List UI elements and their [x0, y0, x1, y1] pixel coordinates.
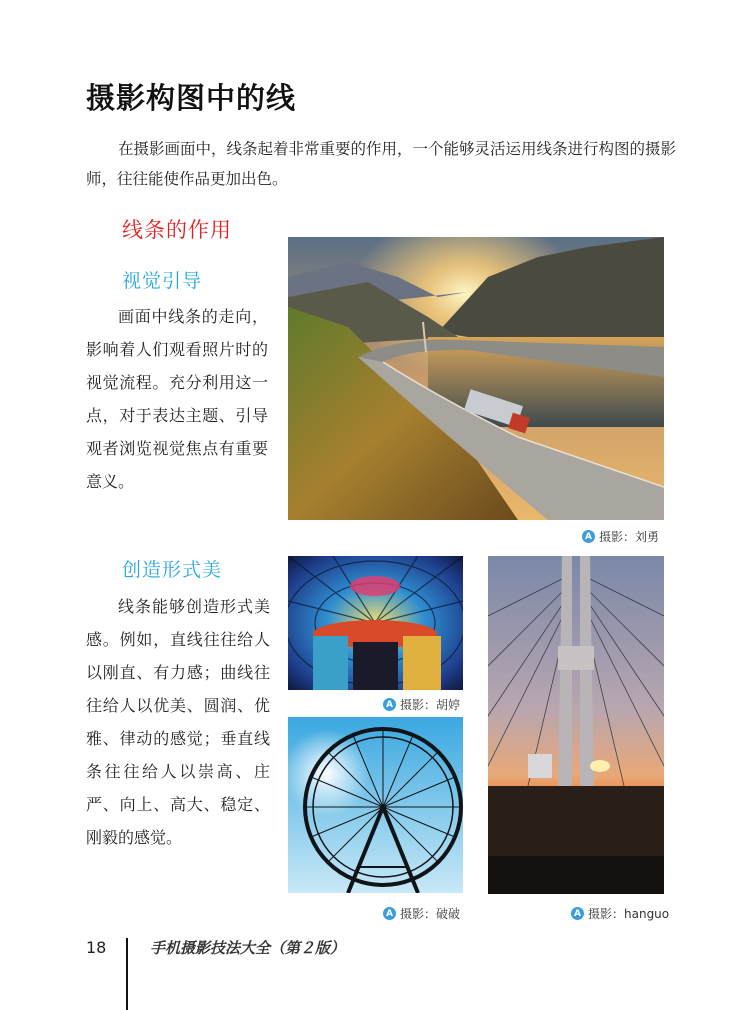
credit-wheel: [383, 905, 460, 922]
glass-dome-photo: [288, 556, 463, 690]
credit-highway: [582, 528, 659, 545]
credit-bridge: [571, 905, 669, 922]
highway-sunset-photo: [288, 237, 664, 520]
subheading-visual-guide: 视觉引导: [122, 270, 203, 292]
intro-paragraph: 在摄影画面中，线条起着非常重要的作用，一个能够灵活运用线条进行构图的摄影师，往往能使作品更加出色。: [86, 140, 677, 188]
credit-dome: [383, 696, 460, 713]
visual-guide-text: 画面中线条的走向，影响着人们观看照片时的视觉流程。充分利用这一点，对于表达主题、引导观者浏览视觉焦点有重要意义。: [86, 307, 268, 491]
credit-dome-text: 摄影：胡婷: [400, 698, 461, 712]
page-title: 摄影构图中的线: [86, 81, 297, 115]
credit-wheel-text: 摄影：破破: [400, 907, 461, 921]
ferris-wheel-photo: [288, 717, 463, 893]
form-beauty-text: 线条能够创造形式美感。例如，直线往往给人以刚直、有力感；曲线往往给人以优美、圆润、优雅、律动的感觉；垂直线条往往给人以崇高、庄严、向上、高大、稳定、刚毅的感觉。: [86, 597, 270, 847]
footer-divider: [126, 938, 128, 1010]
credit-highway-text: 摄影：刘勇: [599, 530, 660, 544]
subheading-form-beauty: 创造形式美: [122, 559, 223, 581]
section-title: 线条的作用: [122, 218, 232, 242]
a-badge-icon: A: [582, 530, 595, 543]
a-badge-icon: A: [383, 698, 396, 711]
credit-bridge-text: 摄影：hanguo: [588, 907, 670, 921]
book-title: 手机摄影技法大全（第２版）: [150, 939, 346, 957]
page-number: 18: [86, 938, 107, 957]
a-badge-icon: A: [571, 907, 584, 920]
cable-bridge-photo: [488, 556, 664, 894]
a-badge-icon: A: [383, 907, 396, 920]
